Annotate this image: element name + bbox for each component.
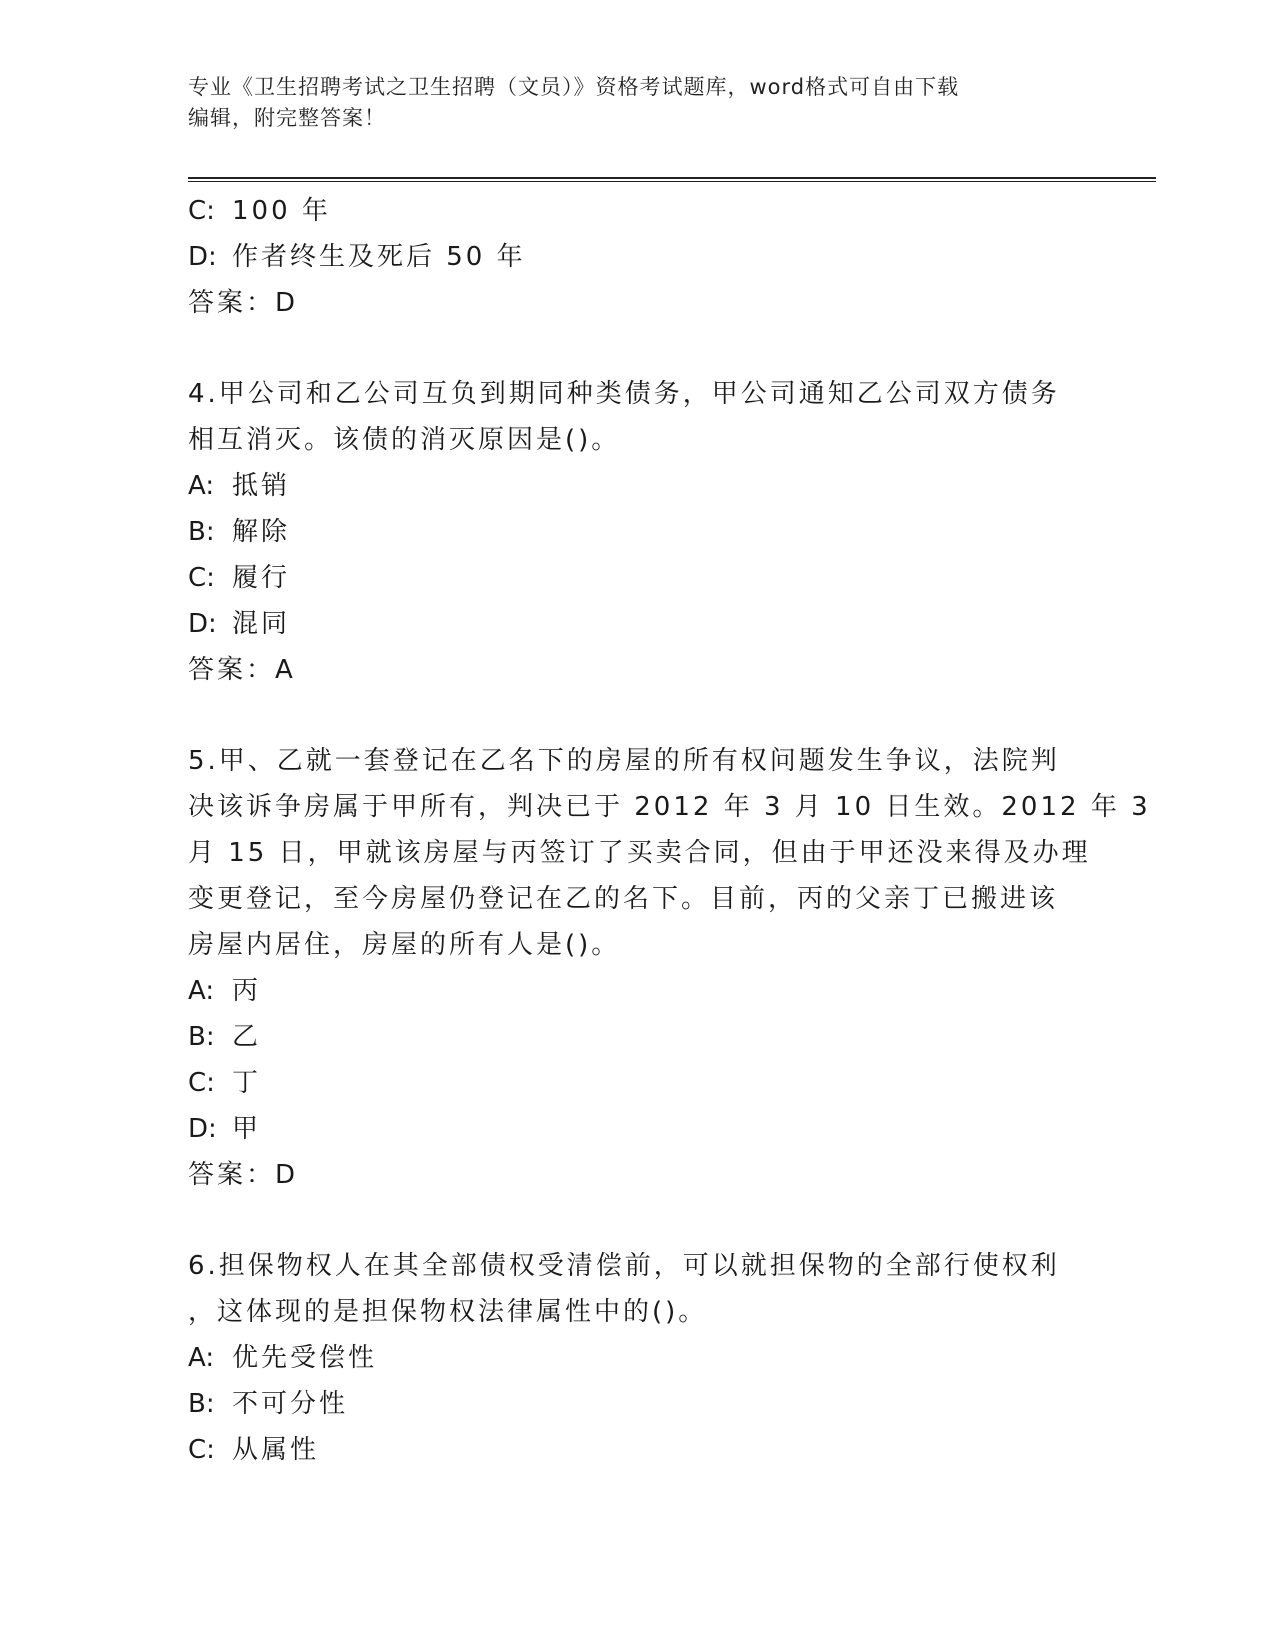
header-line-1: 专业《卫生招聘考试之卫生招聘（文员）》资格考试题库，word格式可自由下载	[188, 75, 960, 99]
option-text: 100 年	[232, 196, 331, 226]
q3-option-c	[188, 188, 1088, 234]
option-key: D:	[188, 1114, 217, 1144]
option-key: C:	[188, 1068, 215, 1098]
question-content	[188, 188, 1151, 1473]
q4-answer: 答案：A	[188, 655, 296, 685]
q6-option-c	[188, 1427, 1088, 1473]
q3-answer: 答案：D	[188, 288, 299, 318]
q4-option-c	[188, 555, 1088, 601]
header-line-2: 编辑，附完整答案！	[188, 106, 386, 130]
option-key: B:	[188, 517, 215, 547]
option-key: D:	[188, 242, 217, 272]
option-text: 抵销	[232, 471, 291, 501]
option-key: C:	[188, 563, 215, 593]
q5-option-b	[188, 1014, 1088, 1060]
q5-option-a	[188, 968, 1088, 1014]
q4-text-line-1: 4.甲公司和乙公司互负到期同种类债务，甲公司通知乙公司双方债务	[188, 379, 1060, 409]
option-text: 从属性	[232, 1435, 320, 1465]
q5-text-line-4: 变更登记，至今房屋仍登记在乙的名下。目前，丙的父亲丁已搬进该	[188, 884, 1059, 914]
q6-text-line-2: ，这体现的是担保物权法律属性中的()。	[188, 1297, 708, 1327]
option-text: 履行	[232, 563, 291, 593]
option-text: 不可分性	[232, 1389, 349, 1419]
q3-option-d	[188, 234, 1088, 280]
option-text: 解除	[232, 517, 291, 547]
q4-text-line-2: 相互消灭。该债的消灭原因是()。	[188, 425, 621, 455]
q4-option-b	[188, 509, 1088, 555]
option-text: 作者终生及死后 50 年	[232, 242, 526, 272]
option-text: 甲	[232, 1114, 262, 1144]
option-key: B:	[188, 1389, 215, 1419]
q5-text-line-5: 房屋内居住，房屋的所有人是()。	[188, 930, 621, 960]
option-text: 优先受偿性	[232, 1343, 378, 1373]
option-key: A:	[188, 1343, 215, 1373]
q5-text-line-1: 5.甲、乙就一套登记在乙名下的房屋的所有权问题发生争议，法院判	[188, 746, 1060, 776]
q6-option-a	[188, 1335, 1088, 1381]
option-key: C:	[188, 196, 215, 226]
option-text: 丁	[232, 1068, 262, 1098]
q5-option-c	[188, 1060, 1088, 1106]
page-header	[188, 72, 1088, 134]
q4-option-a	[188, 463, 1088, 509]
q5-text-line-2: 决该诉争房属于甲所有，判决已于 2012 年 3 月 10 日生效。2012 年 3	[188, 792, 1151, 822]
q5-answer: 答案：D	[188, 1160, 299, 1190]
header-divider	[188, 177, 1156, 183]
option-key: C:	[188, 1435, 215, 1465]
option-key: A:	[188, 471, 215, 501]
option-key: D:	[188, 609, 217, 639]
option-text: 混同	[232, 609, 291, 639]
q6-option-b	[188, 1381, 1088, 1427]
q6-text-line-1: 6.担保物权人在其全部债权受清偿前，可以就担保物的全部行使权利	[188, 1251, 1060, 1281]
option-text: 乙	[232, 1022, 262, 1052]
q5-text-line-3: 月 15 日，甲就该房屋与丙签订了买卖合同，但由于甲还没来得及办理	[188, 838, 1091, 868]
q5-option-d	[188, 1106, 1088, 1152]
option-key: B:	[188, 1022, 215, 1052]
option-text: 丙	[232, 976, 262, 1006]
option-key: A:	[188, 976, 215, 1006]
q4-option-d	[188, 601, 1088, 647]
